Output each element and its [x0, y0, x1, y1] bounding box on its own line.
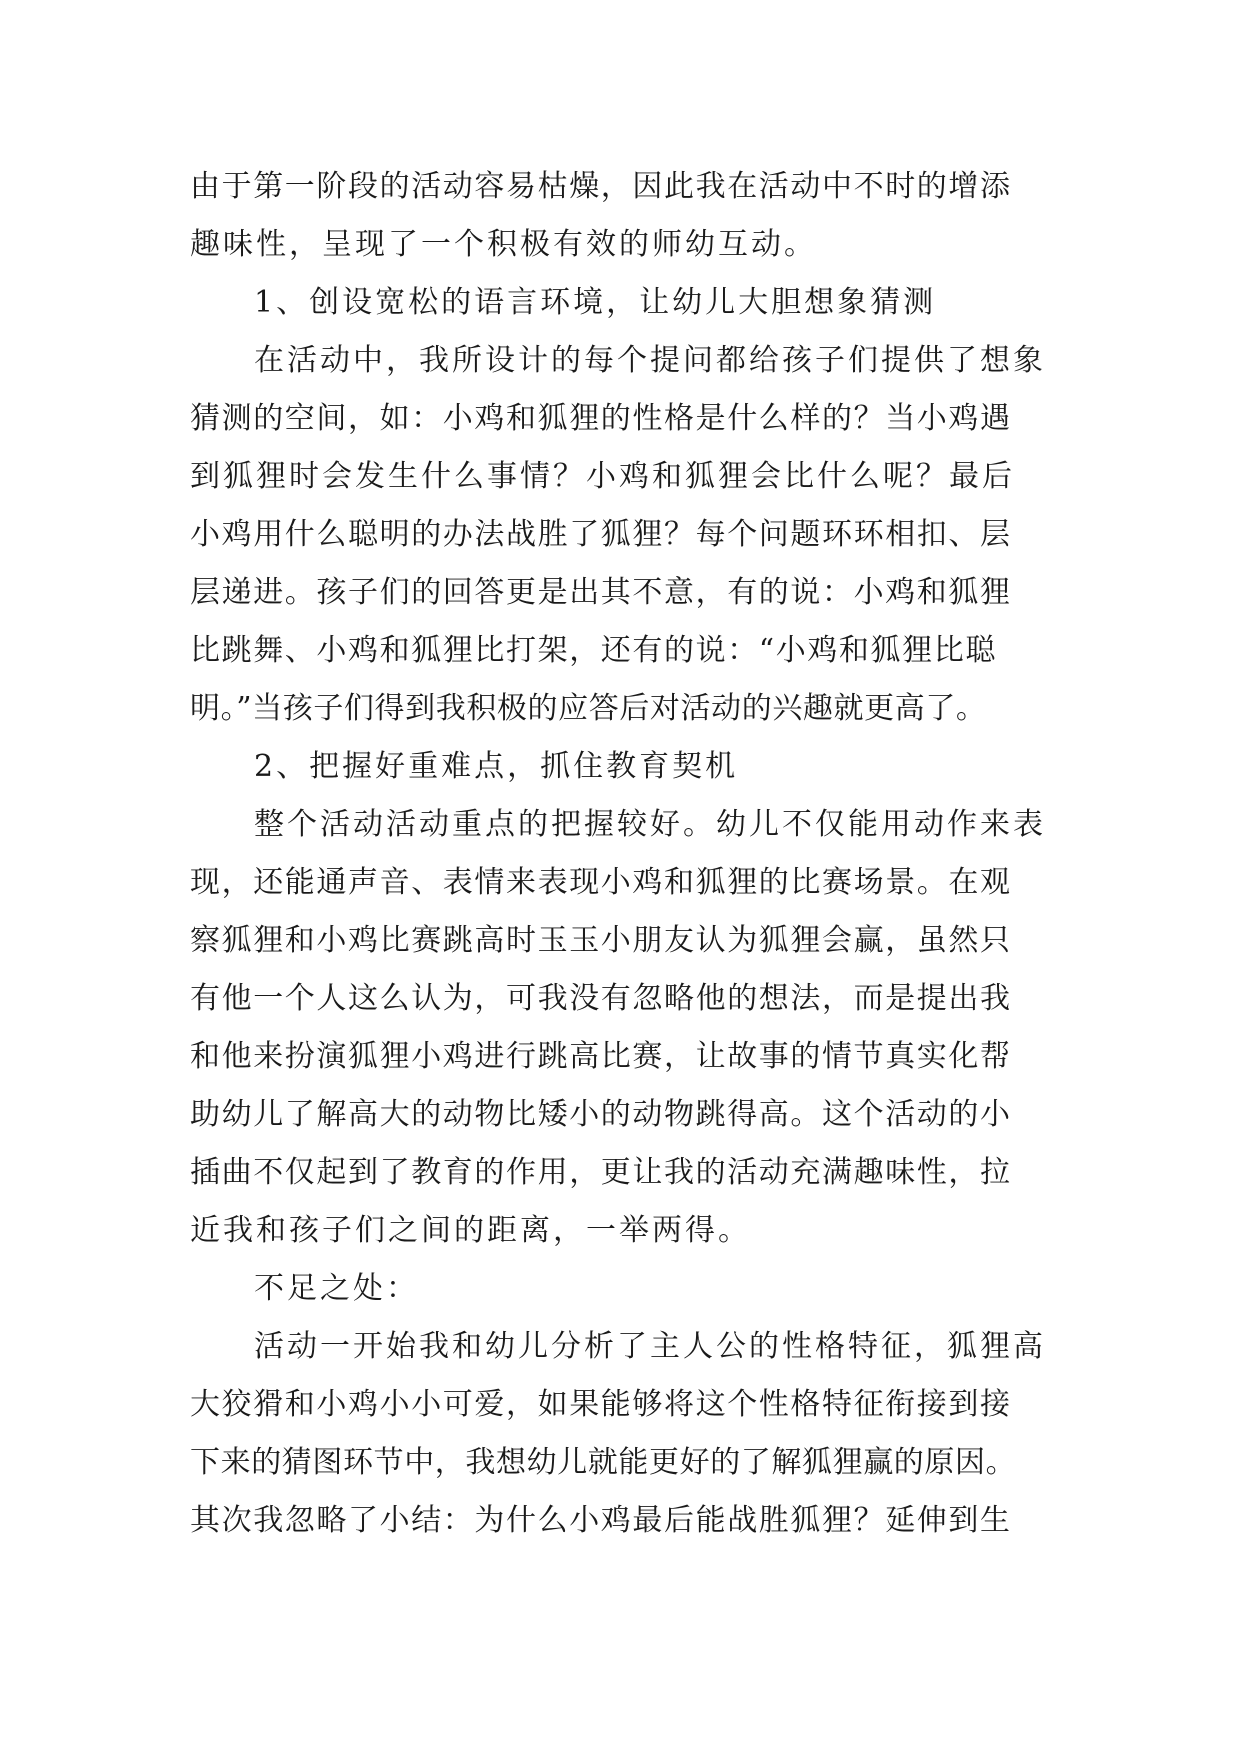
section-heading-3: 不足之处： [254, 1271, 419, 1306]
text-line-23: 下来的猜图环节中，我想幼儿就能更好的了解狐狸赢的原因。 [190, 1445, 1017, 1480]
text-line-8: 层递进。孩子们的回答更是出其不意，有的说：小鸡和狐狸 [190, 575, 1012, 610]
document-body [190, 158, 1070, 1550]
text-line-10: 明。”当孩子们得到我积极的应答后对活动的兴趣就更高了。 [190, 691, 987, 726]
section-heading-2: 2、把握好重难点，抓住教育契机 [254, 749, 739, 784]
text-line-7: 小鸡用什么聪明的办法战胜了狐狸？每个问题环环相扣、层 [190, 517, 1012, 552]
text-line-5: 猜测的空间，如：小鸡和狐狸的性格是什么样的？当小鸡遇 [190, 401, 1012, 436]
text-line-12: 整个活动活动重点的把握较好。幼儿不仅能用动作来表 [254, 807, 1046, 842]
text-line-18: 插曲不仅起到了教育的作用，更让我的活动充满趣味性，拉 [190, 1155, 1012, 1190]
text-line-24: 其次我忽略了小结：为什么小鸡最后能战胜狐狸？延伸到生 [190, 1503, 1012, 1538]
text-line-6: 到狐狸时会发生什么事情？小鸡和狐狸会比什么呢？最后 [190, 459, 1015, 494]
text-line-1: 由于第一阶段的活动容易枯燥，因此我在活动中不时的增添 [190, 169, 1012, 204]
text-line-9: 比跳舞、小鸡和狐狸比打架，还有的说：“小鸡和狐狸比聪 [190, 633, 997, 668]
text-line-13: 现，还能通声音、表情来表现小鸡和狐狸的比赛场景。在观 [190, 865, 1012, 900]
text-line-21: 活动一开始我和幼儿分析了主人公的性格特征，狐狸高 [254, 1329, 1046, 1364]
text-line-16: 和他来扮演狐狸小鸡进行跳高比赛，让故事的情节真实化帮 [190, 1039, 1012, 1074]
text-line-2: 趣味性，呈现了一个积极有效的师幼互动。 [190, 227, 817, 262]
text-line-19: 近我和孩子们之间的距离，一举两得。 [190, 1213, 751, 1248]
text-line-17: 助幼儿了解高大的动物比矮小的动物跳得高。这个活动的小 [190, 1097, 1012, 1132]
text-line-14: 察狐狸和小鸡比赛跳高时玉玉小朋友认为狐狸会赢，虽然只 [190, 923, 1012, 958]
text-line-15: 有他一个人这么认为，可我没有忽略他的想法，而是提出我 [190, 981, 1012, 1016]
text-line-22: 大狡猾和小鸡小小可爱，如果能够将这个性格特征衔接到接 [190, 1387, 1012, 1422]
section-heading-1: 1、创设宽松的语言环境，让幼儿大胆想象猜测 [254, 285, 937, 320]
text-line-4: 在活动中，我所设计的每个提问都给孩子们提供了想象 [254, 343, 1046, 378]
